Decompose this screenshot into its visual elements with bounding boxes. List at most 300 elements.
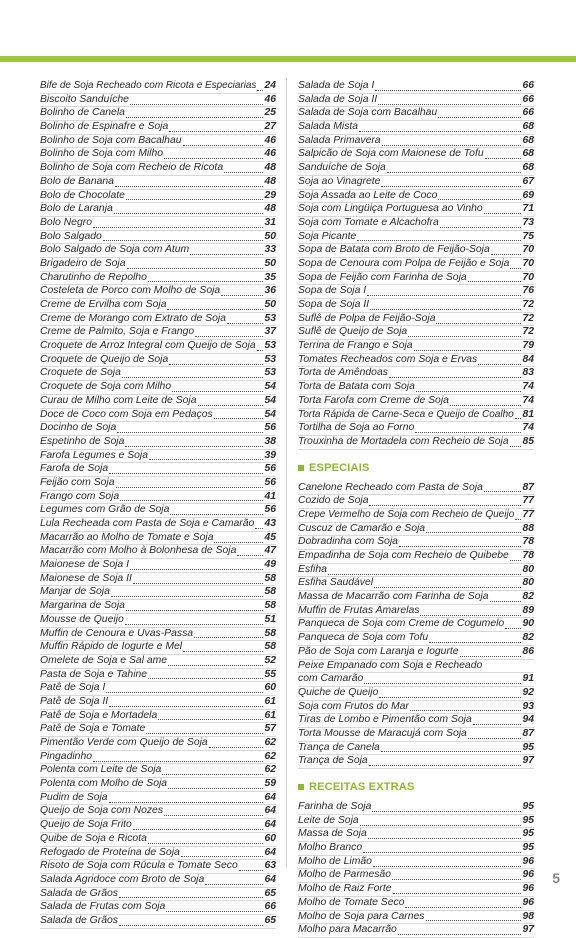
entry-title: Torta de Amêndoas bbox=[298, 367, 388, 379]
entry-page-number: 46 bbox=[264, 148, 276, 160]
dot-leader bbox=[125, 616, 264, 625]
entry-title: Curau de Milho com Leite de Soja bbox=[40, 394, 197, 406]
dot-leader bbox=[416, 383, 522, 392]
entry-title: Panqueca de Soja com Creme de Cogumelo bbox=[298, 618, 505, 630]
entry-page-number: 78 bbox=[522, 550, 534, 561]
column-divider bbox=[286, 78, 287, 868]
index-entry bbox=[40, 778, 276, 792]
entry-title: Croquete de Soja com Milho bbox=[40, 381, 172, 393]
index-entry bbox=[40, 833, 276, 847]
index-entry bbox=[298, 742, 534, 756]
bullet-square-icon bbox=[298, 465, 304, 471]
index-entry bbox=[40, 176, 276, 190]
index-list-main bbox=[298, 80, 534, 450]
entry-title: Bolinho de Canela bbox=[40, 107, 125, 119]
dot-leader bbox=[130, 561, 263, 570]
entry-title: Suflê de Polpa de Feijão-Soja bbox=[298, 312, 436, 324]
entry-title: Soja Picante bbox=[298, 230, 357, 242]
page-number: 5 bbox=[552, 870, 560, 886]
dot-leader bbox=[115, 178, 263, 187]
entry-title: Molho de Limão bbox=[298, 855, 372, 867]
entry-page-number: 80 bbox=[522, 563, 534, 575]
index-entry bbox=[298, 856, 534, 870]
index-entry bbox=[40, 354, 276, 368]
entry-title: Molho de Raiz Forte bbox=[298, 883, 392, 895]
entry-page-number: 90 bbox=[522, 618, 534, 630]
entry-title: Lula Recheada com Pasta de Soja e Camarão bbox=[40, 518, 255, 529]
entry-page-number: 33 bbox=[264, 244, 276, 256]
index-entry bbox=[40, 272, 276, 286]
entry-title: Maionese de Soja II bbox=[40, 572, 132, 584]
index-entry bbox=[298, 313, 534, 327]
index-entry bbox=[40, 915, 276, 929]
entry-page-number: 87 bbox=[522, 727, 534, 739]
index-entry bbox=[298, 80, 534, 94]
index-entry bbox=[40, 285, 276, 299]
index-list-especiais bbox=[298, 482, 534, 769]
entry-title: Soja com Tomate e Alcachofra bbox=[298, 216, 439, 228]
dot-leader bbox=[103, 232, 264, 241]
index-entry bbox=[40, 888, 276, 902]
entry-title: Docinho de Soja bbox=[40, 422, 117, 434]
entry-page-number: 38 bbox=[264, 435, 276, 447]
dot-leader bbox=[257, 342, 264, 351]
dot-leader bbox=[450, 397, 522, 406]
dot-leader bbox=[374, 579, 521, 588]
dot-leader bbox=[381, 178, 521, 187]
dot-leader bbox=[473, 716, 522, 725]
dot-leader bbox=[491, 246, 522, 255]
entry-page-number: 97 bbox=[522, 755, 534, 767]
dot-leader bbox=[166, 903, 263, 912]
dot-leader bbox=[490, 593, 522, 602]
index-entry bbox=[298, 815, 534, 829]
entry-page-number: 88 bbox=[522, 522, 534, 534]
dot-leader bbox=[146, 725, 263, 734]
entry-title: Torta Mousse de Maracujá com Soja bbox=[298, 727, 467, 739]
entry-page-number: 70 bbox=[522, 271, 534, 283]
dot-leader bbox=[510, 552, 522, 561]
entry-page-number: 66 bbox=[522, 80, 534, 91]
index-entry bbox=[40, 696, 276, 710]
dot-leader bbox=[162, 766, 263, 775]
entry-page-number: 86 bbox=[522, 645, 534, 657]
index-entry bbox=[40, 819, 276, 833]
dot-leader bbox=[379, 689, 521, 698]
index-entry bbox=[40, 669, 276, 683]
entry-title: com Camarão bbox=[298, 673, 364, 685]
dot-leader bbox=[392, 871, 521, 880]
dot-leader bbox=[364, 675, 521, 684]
dot-leader bbox=[505, 620, 521, 629]
entry-page-number: 95 bbox=[522, 741, 534, 753]
entry-title: Patê de Soja II bbox=[40, 695, 109, 707]
entry-page-number: 72 bbox=[522, 299, 534, 310]
dot-leader bbox=[194, 629, 263, 638]
entry-title: Salada de Soja II bbox=[298, 93, 378, 105]
dot-leader bbox=[149, 451, 263, 460]
index-entry bbox=[40, 135, 276, 149]
entry-title: Bolinho de Soja com Milho bbox=[40, 148, 164, 160]
entry-title: Bolo de Banana bbox=[40, 175, 114, 187]
entry-page-number: 62 bbox=[264, 750, 276, 762]
entry-page-number: 84 bbox=[522, 353, 534, 365]
bullet-square-icon bbox=[298, 784, 304, 790]
entry-title: Feijão com Soja bbox=[40, 476, 115, 488]
dot-leader bbox=[133, 821, 264, 830]
index-entry bbox=[298, 869, 534, 883]
entry-title: Croquete de Arroz Integral com Queijo de Soja bbox=[40, 340, 256, 352]
entry-page-number: 65 bbox=[264, 914, 276, 926]
entry-page-number: 95 bbox=[522, 801, 534, 812]
entry-page-number: 48 bbox=[264, 203, 276, 215]
entry-title: Massa de Macarrão com Farinha de Soja bbox=[298, 591, 489, 603]
index-entry bbox=[40, 190, 276, 204]
dot-leader bbox=[438, 109, 521, 118]
entry-title: Pingadinho bbox=[40, 750, 92, 762]
entry-title: Manjar de Soja bbox=[40, 586, 110, 598]
index-entry bbox=[40, 559, 276, 573]
dot-leader bbox=[126, 109, 264, 118]
entry-page-number: 57 bbox=[264, 723, 276, 735]
entry-title: Queijo de Soja com Nozes bbox=[40, 805, 164, 817]
entry-page-number: 67 bbox=[522, 175, 534, 187]
entry-title: Suflê de Queijo de Soja bbox=[298, 326, 408, 338]
entry-title: Croquete de Soja bbox=[40, 367, 121, 379]
index-list-receitas-extras bbox=[298, 801, 534, 938]
dot-leader bbox=[389, 369, 522, 378]
dot-leader bbox=[93, 219, 263, 228]
entry-page-number: 64 bbox=[264, 819, 276, 831]
dot-leader bbox=[214, 410, 264, 419]
dot-leader bbox=[408, 328, 521, 337]
dot-leader bbox=[116, 479, 264, 488]
dot-leader bbox=[426, 524, 521, 533]
dot-leader bbox=[168, 780, 263, 789]
index-entry bbox=[40, 395, 276, 409]
dot-leader bbox=[369, 757, 522, 766]
index-entry bbox=[40, 436, 276, 450]
entry-title: Sopa de Feijão com Farinha de Soja bbox=[298, 271, 467, 283]
entry-page-number: 27 bbox=[264, 121, 276, 133]
dot-leader bbox=[209, 739, 264, 748]
entry-page-number: 79 bbox=[522, 340, 534, 352]
dot-leader bbox=[169, 123, 263, 132]
dot-leader bbox=[221, 287, 263, 296]
dot-leader bbox=[172, 383, 263, 392]
entry-title: Patê de Soja I bbox=[40, 682, 106, 694]
entry-title: Bolinho de Soja com Recheio de Ricota bbox=[40, 162, 224, 174]
entry-title: Peixe Empanado com Soja e Recheado bbox=[298, 659, 483, 671]
entry-page-number: 65 bbox=[264, 887, 276, 899]
dot-leader bbox=[170, 506, 263, 515]
entry-title: Bife de Soja Recheado com Ricota e Especiarias bbox=[40, 80, 257, 91]
index-entry bbox=[298, 326, 534, 340]
entry-title: Muffin de Frutas Amarelas bbox=[298, 604, 420, 616]
dot-leader bbox=[239, 862, 264, 871]
dot-leader bbox=[372, 803, 521, 812]
index-entry bbox=[40, 518, 276, 532]
entry-title: Doce de Coco com Soja em Pedaços bbox=[40, 408, 213, 420]
entry-page-number: 56 bbox=[264, 504, 276, 516]
entry-page-number: 81 bbox=[522, 408, 534, 420]
entry-title: Esfiha Saudável bbox=[298, 577, 374, 589]
dot-leader bbox=[114, 205, 264, 214]
index-entry bbox=[298, 591, 534, 605]
dot-leader bbox=[224, 164, 263, 173]
entry-page-number: 58 bbox=[264, 600, 276, 612]
entry-title: Sopa de Cenoura com Polpa de Feijão e Soja bbox=[298, 257, 510, 269]
dot-leader bbox=[426, 912, 522, 921]
entry-page-number: 54 bbox=[264, 408, 276, 420]
index-entry bbox=[298, 714, 534, 728]
entry-page-number: 68 bbox=[522, 134, 534, 146]
entry-page-number: 66 bbox=[522, 93, 534, 105]
index-entry bbox=[40, 148, 276, 162]
entry-page-number: 48 bbox=[264, 175, 276, 187]
entry-title: Molho de Soja para Carnes bbox=[298, 910, 425, 922]
dot-leader bbox=[357, 232, 521, 241]
dot-leader bbox=[133, 575, 264, 584]
index-entry bbox=[298, 564, 534, 578]
index-entry bbox=[40, 614, 276, 628]
dot-leader bbox=[117, 424, 263, 433]
entry-page-number: 43 bbox=[264, 518, 276, 529]
entry-title: Cozido de Soja bbox=[298, 495, 369, 507]
entry-page-number: 51 bbox=[264, 613, 276, 625]
entry-page-number: 96 bbox=[522, 883, 534, 895]
dot-leader bbox=[119, 889, 263, 898]
index-entry bbox=[298, 285, 534, 299]
dot-leader bbox=[438, 191, 521, 200]
entry-title: Maionese de Soja I bbox=[40, 559, 129, 571]
entry-page-number: 63 bbox=[264, 860, 276, 872]
entry-title: Trança de Canela bbox=[298, 741, 380, 753]
section-heading-label: RECEITAS EXTRAS bbox=[309, 781, 415, 793]
index-entry bbox=[298, 605, 534, 619]
entry-page-number: 76 bbox=[522, 285, 534, 297]
entry-title: Creme de Morango com Extrato de Soja bbox=[40, 312, 226, 324]
dot-leader bbox=[363, 844, 521, 853]
entry-title: Tomates Recheados com Soja e Ervas bbox=[298, 353, 478, 365]
dot-leader bbox=[414, 342, 522, 351]
index-entry bbox=[40, 710, 276, 724]
index-entry bbox=[298, 367, 534, 381]
entry-title: Patê de Soja e Mortadela bbox=[40, 709, 158, 721]
index-entry bbox=[298, 911, 534, 925]
entry-page-number: 87 bbox=[522, 481, 534, 493]
dot-leader bbox=[420, 607, 521, 616]
entry-title: Farofa Legumes e Soja bbox=[40, 449, 149, 461]
dot-leader bbox=[148, 273, 264, 282]
index-entry bbox=[298, 924, 534, 938]
entry-page-number: 59 bbox=[264, 778, 276, 790]
entry-title: Salada Agridoce com Broto de Soja bbox=[40, 873, 205, 885]
dot-leader bbox=[148, 835, 264, 844]
entry-title: Molho para Macarrão bbox=[298, 924, 397, 936]
dot-leader bbox=[370, 301, 521, 310]
index-entry bbox=[298, 660, 534, 674]
entry-title: Brigadeiro de Soja bbox=[40, 257, 126, 269]
entry-title: Farofa de Soja bbox=[40, 463, 109, 475]
index-entry bbox=[40, 107, 276, 121]
index-entry bbox=[298, 550, 534, 564]
index-entry bbox=[40, 600, 276, 614]
entry-title: Creme de Palmito, Soja e Frango bbox=[40, 326, 195, 338]
entry-title: Bolinho de Espinafre e Soja bbox=[40, 121, 169, 133]
entry-title: Salpicão de Soja com Maionese de Tofu bbox=[298, 148, 484, 160]
entry-title: Salada de Grãos bbox=[40, 887, 118, 899]
entry-page-number: 64 bbox=[264, 873, 276, 885]
index-entry bbox=[298, 523, 534, 537]
entry-page-number: 74 bbox=[522, 394, 534, 406]
dot-leader bbox=[183, 643, 263, 652]
dot-leader bbox=[109, 794, 264, 803]
dot-leader bbox=[237, 547, 263, 556]
index-entry bbox=[40, 162, 276, 176]
entry-title: Pão de Soja com Laranja e Iogurte bbox=[298, 645, 459, 657]
index-entry bbox=[298, 632, 534, 646]
entry-page-number: 97 bbox=[522, 924, 534, 936]
dot-leader bbox=[195, 328, 263, 337]
entry-title: Salada de Soja I bbox=[298, 80, 375, 91]
index-entry bbox=[298, 842, 534, 856]
entry-title: Leite de Soja bbox=[298, 814, 359, 826]
entry-page-number: 95 bbox=[522, 814, 534, 826]
index-entry bbox=[40, 340, 276, 354]
entry-page-number: 64 bbox=[264, 805, 276, 817]
entry-page-number: 71 bbox=[522, 203, 534, 215]
index-entry bbox=[40, 381, 276, 395]
entry-title: Risoto de Soja com Rúcula e Tomate Seco bbox=[40, 860, 238, 872]
index-entry bbox=[298, 728, 534, 742]
entry-title: Dobradinha com Soja bbox=[298, 536, 398, 548]
dot-leader bbox=[257, 82, 263, 91]
entry-title: Bolo Negro bbox=[40, 216, 92, 228]
entry-page-number: 35 bbox=[264, 271, 276, 283]
entry-page-number: 68 bbox=[522, 148, 534, 160]
index-entry bbox=[298, 231, 534, 245]
dot-leader bbox=[183, 137, 264, 146]
entry-page-number: 75 bbox=[522, 230, 534, 242]
entry-page-number: 96 bbox=[522, 855, 534, 867]
entry-page-number: 66 bbox=[264, 901, 276, 913]
entry-page-number: 56 bbox=[264, 463, 276, 475]
entry-title: Soja com Frutos do Mar bbox=[298, 700, 409, 712]
index-entry bbox=[298, 897, 534, 911]
dot-leader bbox=[190, 246, 263, 255]
entry-page-number: 48 bbox=[264, 162, 276, 174]
dot-leader bbox=[109, 465, 263, 474]
index-entry bbox=[40, 217, 276, 231]
entry-page-number: 83 bbox=[522, 367, 534, 379]
entry-title: Mousse de Queijo bbox=[40, 613, 124, 625]
entry-title: Bolo de Laranja bbox=[40, 203, 113, 215]
section-heading-especiais bbox=[298, 460, 534, 476]
entry-title: Sopa de Soja I bbox=[298, 285, 367, 297]
entry-title: Molho de Tomate Seco bbox=[298, 896, 405, 908]
entry-title: Quiche de Queijo bbox=[298, 686, 379, 698]
index-entry bbox=[40, 641, 276, 655]
index-entry bbox=[40, 737, 276, 751]
index-entry bbox=[298, 509, 534, 523]
entry-page-number: 53 bbox=[264, 353, 276, 365]
entry-page-number: 47 bbox=[264, 545, 276, 557]
index-entry bbox=[40, 805, 276, 819]
dot-leader bbox=[359, 123, 521, 132]
index-entry bbox=[40, 477, 276, 491]
dot-leader bbox=[410, 702, 522, 711]
dot-leader bbox=[168, 657, 263, 666]
entry-title: Costeleta de Porco com Molho de Soja bbox=[40, 285, 221, 297]
entry-page-number: 95 bbox=[522, 842, 534, 854]
index-entry bbox=[40, 80, 276, 94]
entry-title: Soja ao Vinagrete bbox=[298, 175, 381, 187]
index-entry bbox=[40, 491, 276, 505]
entry-page-number: 92 bbox=[522, 686, 534, 698]
entry-page-number: 82 bbox=[522, 632, 534, 644]
index-entry bbox=[298, 148, 534, 162]
entry-page-number: 64 bbox=[264, 846, 276, 858]
entry-title: Refogado de Proteína de Soja bbox=[40, 846, 180, 858]
dot-leader bbox=[106, 684, 263, 693]
entry-title: Crepe Vermelho de Soja com Recheio de Queijo bbox=[298, 508, 515, 520]
index-entry bbox=[298, 217, 534, 231]
entry-page-number: 68 bbox=[522, 121, 534, 133]
entry-page-number: 98 bbox=[522, 910, 534, 922]
dot-leader bbox=[381, 743, 522, 752]
index-entry bbox=[298, 883, 534, 897]
index-entry bbox=[298, 176, 534, 190]
entry-title: Torta Rápida de Carne-Seca e Queijo de Coalho bbox=[298, 408, 514, 420]
dot-leader bbox=[181, 848, 264, 857]
dot-leader bbox=[468, 273, 522, 282]
entry-title: Empadinha de Soja com Recheio de Quibebe bbox=[298, 550, 509, 561]
entry-title: Massa de Soja bbox=[298, 828, 367, 840]
index-entry bbox=[40, 244, 276, 258]
index-entry bbox=[40, 313, 276, 327]
entry-title: Cuscuz de Camarão e Soja bbox=[298, 522, 426, 534]
entry-title: Trança de Soja bbox=[298, 755, 368, 767]
entry-page-number: 36 bbox=[264, 285, 276, 297]
dot-leader bbox=[120, 492, 263, 501]
entry-title: Torta Farofa com Creme de Soja bbox=[298, 394, 449, 406]
index-entry bbox=[298, 755, 534, 769]
dot-leader bbox=[468, 730, 522, 739]
entry-page-number: 80 bbox=[522, 577, 534, 589]
entry-title: Muffin de Cenoura e Uvas-Passa bbox=[40, 627, 194, 639]
dot-leader bbox=[399, 538, 522, 547]
index-entry bbox=[298, 673, 534, 687]
entry-page-number: 96 bbox=[522, 869, 534, 881]
entry-title: Bolo de Chocolate bbox=[40, 189, 125, 201]
entry-title: Esfiha bbox=[298, 563, 327, 575]
entry-title: Polenta com Molho de Soja bbox=[40, 778, 168, 790]
index-entry bbox=[298, 828, 534, 842]
entry-title: Pimentão Verde com Queijo de Soja bbox=[40, 737, 208, 748]
section-heading-label: ESPECIAIS bbox=[309, 461, 370, 474]
dot-leader bbox=[126, 191, 264, 200]
entry-page-number: 66 bbox=[522, 107, 534, 119]
entry-page-number: 54 bbox=[264, 381, 276, 393]
dot-leader bbox=[515, 511, 521, 520]
dot-leader bbox=[198, 397, 264, 406]
dot-leader bbox=[111, 588, 264, 597]
index-entry bbox=[40, 751, 276, 765]
entry-title: Pasta de Soja e Tahine bbox=[40, 668, 148, 680]
entry-page-number: 62 bbox=[264, 737, 276, 748]
entry-title: Salada de Soja com Bacalhau bbox=[298, 107, 438, 119]
